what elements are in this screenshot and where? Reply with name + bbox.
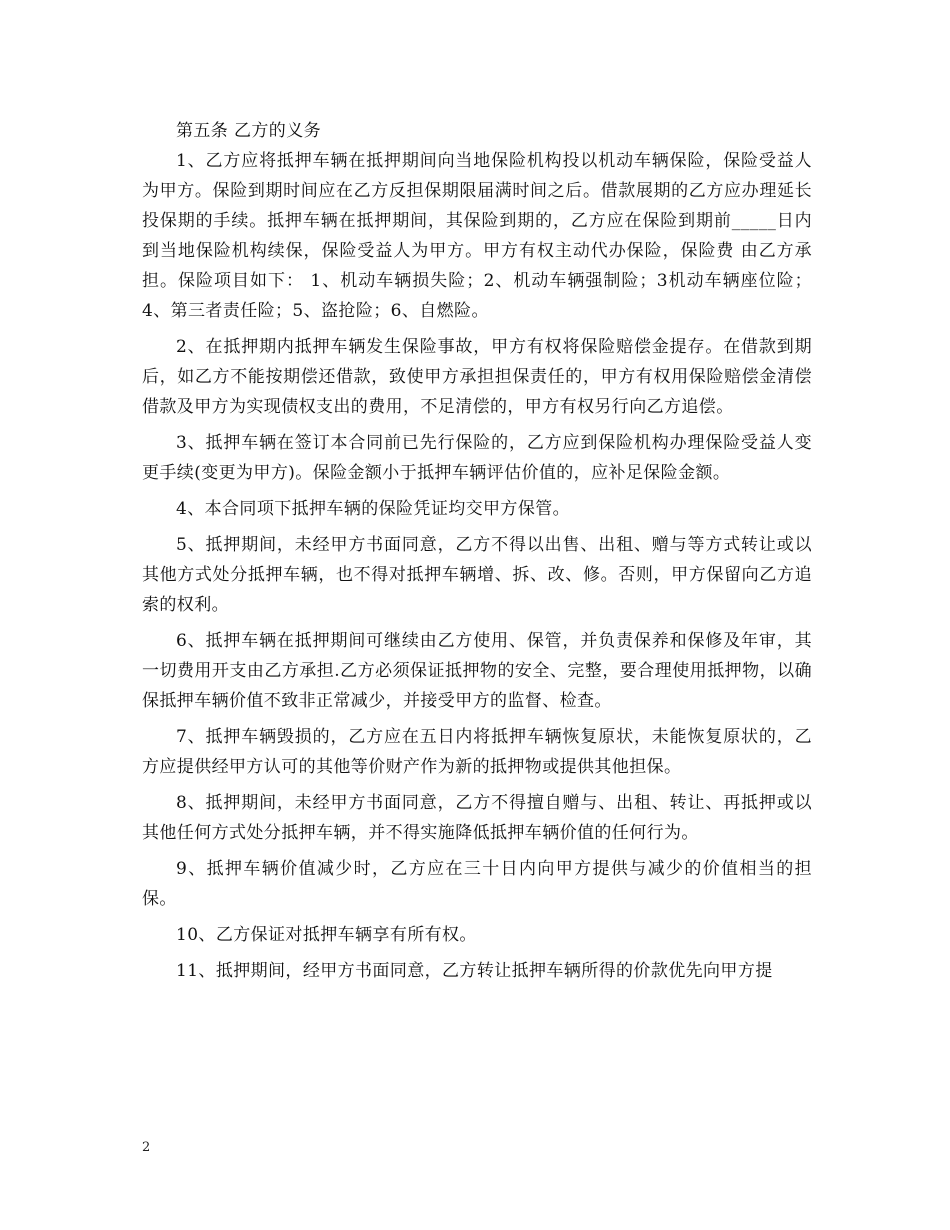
clause-paragraph-9: 9、抵押车辆价值减少时，乙方应在三十日内向甲方提供与减少的价值相当的担保。	[142, 859, 812, 909]
clause-paragraph-10: 10、乙方保证对抵押车辆享有所有权。	[176, 925, 477, 945]
clause-paragraph-2: 2、在抵押期内抵押车辆发生保险事故，甲方有权将保险赔偿金提存。在借款到期后，如乙方不能按期偿还借款，致使甲方承担担保责任的，甲方有权用保险赔偿金清偿借款及甲方为实现债权支出的费用，不足清偿的，甲方有权另行向乙方追偿。	[142, 337, 812, 417]
clause-paragraph-1: 1、乙方应将抵押车辆在抵押期间向当地保险机构投以机动车辆保险，保险受益人为甲方。保险到期时间应在乙方反担保期限届满时间之后。借款展期的乙方应办理延长投保期的手续。抵押车辆在抵押期间，其保险到期的，乙方应在保险到期前_____日内到当地保险机构续保，保险受益人为甲方。甲方有权主动代办保险，保险费 由乙方承担。保险项目如下： 1、机动车辆损失险；2、机动车辆强制险；3机动车辆座位险；4、第三者责任险；5、盗抢险；6、自燃险。	[142, 151, 812, 321]
clause-paragraph-3: 3、抵押车辆在签订本合同前已先行保险的，乙方应到保险机构办理保险受益人变更手续(变更为甲方)。保险金额小于抵押车辆评估价值的，应补足保险金额。	[142, 433, 812, 483]
document-body	[142, 116, 812, 992]
clause-paragraph-6: 6、抵押车辆在抵押期间可继续由乙方使用、保管，并负责保养和保修及年审，其一切费用开支由乙方承担.乙方必须保证抵押物的安全、完整，要合理使用抵押物，以确保抵押车辆价值不致非正常减少，并接受甲方的监督、检查。	[142, 631, 812, 711]
clause-paragraph-4: 4、本合同项下抵押车辆的保险凭证均交甲方保管。	[176, 499, 571, 519]
section-heading: 第五条 乙方的义务	[176, 121, 322, 141]
clause-paragraph-7: 7、抵押车辆毁损的，乙方应在五日内将抵押车辆恢复原状，未能恢复原状的，乙方应提供经甲方认可的其他等价财产作为新的抵押物或提供其他担保。	[142, 727, 812, 777]
clause-paragraph-5: 5、抵押期间，未经甲方书面同意，乙方不得以出售、出租、赠与等方式转让或以其他方式处分抵押车辆，也不得对抵押车辆增、拆、改、修。否则，甲方保留向乙方追索的权利。	[142, 535, 812, 615]
page-number: 2	[142, 1140, 151, 1155]
clause-paragraph-8: 8、抵押期间，未经甲方书面同意，乙方不得擅自赠与、出租、转让、再抵押或以其他任何方式处分抵押车辆，并不得实施降低抵押车辆价值的任何行为。	[142, 793, 812, 843]
clause-paragraph-11: 11、抵押期间，经甲方书面同意，乙方转让抵押车辆所得的价款优先向甲方提	[176, 961, 773, 981]
